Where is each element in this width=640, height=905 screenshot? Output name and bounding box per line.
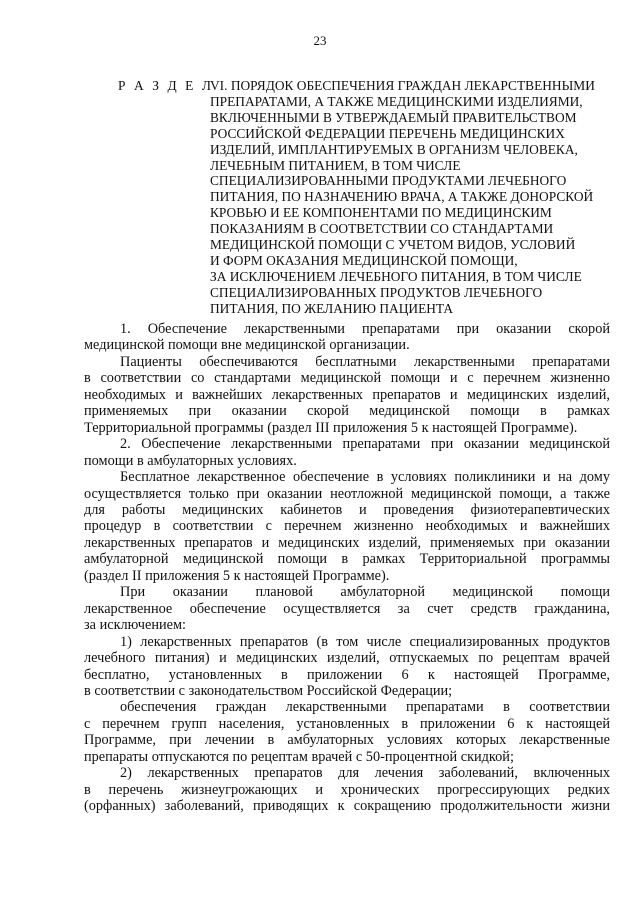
- paragraph: [84, 436, 610, 469]
- section-title-line: ЛЕЧЕБНЫМ ПИТАНИЕМ, В ТОМ ЧИСЛЕ: [210, 157, 461, 173]
- section-title-line: КРОВЬЮ И ЕЕ КОМПОНЕНТАМИ ПО МЕДИЦИНСКИМ: [210, 205, 552, 221]
- paragraph-line: в соответствии со стандартами медицинской помощи и с перечнем жизненно: [84, 370, 610, 387]
- paragraph-line: 1. Обеспечение лекарственными препаратами при оказании скорой: [120, 321, 610, 337]
- section-title-line: И ФОРМ ОКАЗАНИЯ МЕДИЦИНСКОЙ ПОМОЩИ,: [210, 252, 518, 268]
- paragraph-line: обеспечения граждан лекарственными препаратами в соответствии: [120, 699, 610, 716]
- section-heading: [118, 78, 618, 317]
- paragraph-line: 1) лекарственных препаратов (в том числе специализированных продуктов: [120, 633, 610, 650]
- paragraph-line: за исключением:: [84, 617, 186, 634]
- section-title-line: СПЕЦИАЛИЗИРОВАННЫМИ ПРОДУКТАМИ ЛЕЧЕБНОГО: [210, 173, 567, 189]
- paragraph-line: (орфанных) заболеваний, приводящих к сокращению продолжительности жизни: [84, 798, 610, 815]
- paragraph-line: процедур в соответствии с перечнем жизненно необходимых и важнейших: [84, 518, 610, 535]
- paragraph-line: медицинской помощи вне медицинской организации.: [84, 337, 410, 354]
- paragraph: [84, 584, 610, 633]
- paragraph-line: для работы медицинских кабинетов и проведения физиотерапевтических: [84, 501, 610, 518]
- paragraph-line: Бесплатное лекарственное обеспечение в условиях поликлиники и на дому: [120, 469, 610, 486]
- paragraph-line: амбулаторной медицинской помощи в рамках Территориальной программы: [84, 551, 610, 568]
- document-body: [84, 321, 610, 815]
- paragraph-line: применяемых при оказании скорой медицинской помощи в рамках: [84, 403, 610, 420]
- section-title-line: ПИТАНИЯ, ПО ЖЕЛАНИЮ ПАЦИЕНТА: [210, 300, 454, 316]
- section-title-line: ЗА ИСКЛЮЧЕНИЕМ ЛЕЧЕБНОГО ПИТАНИЯ, В ТОМ ЧИСЛЕ: [210, 268, 582, 284]
- section-title-line: МЕДИЦИНСКОЙ ПОМОЩИ С УЧЕТОМ ВИДОВ, УСЛОВИЙ: [210, 237, 576, 253]
- paragraph-line: При оказании плановой амбулаторной медицинской помощи: [120, 584, 610, 601]
- section-title-line: ПИТАНИЯ, ПО НАЗНАЧЕНИЮ ВРАЧА, А ТАКЖЕ ДОНОРСКОЙ: [210, 189, 594, 205]
- paragraph-line: лекарственных препаратов и медицинских изделий, применяемых при оказании: [84, 534, 610, 551]
- paragraph-line: лечебного питания) и медицинских изделий, отпускаемых по рецептам врачей: [84, 650, 610, 667]
- section-title-line: ПРЕПАРАТАМИ, А ТАКЖЕ МЕДИЦИНСКИМИ ИЗДЕЛИЯМИ,: [210, 93, 583, 109]
- paragraph-line: Пациенты обеспечиваются бесплатными лекарственными препаратами: [120, 353, 610, 370]
- page-number: 23: [313, 33, 327, 48]
- section-title-line: ПОКАЗАНИЯМ В СООТВЕТСТВИИ СО СТАНДАРТАМИ: [210, 221, 554, 237]
- section-title: [210, 78, 618, 317]
- paragraph: [84, 634, 610, 700]
- paragraph-line: 2) лекарственных препаратов для лечения заболеваний, включенных: [120, 765, 610, 782]
- paragraph-line: помощи в амбулаторных условиях.: [84, 452, 297, 469]
- paragraph-line: в перечень жизнеугрожающих и хронических прогрессирующих редких: [84, 781, 610, 798]
- paragraph-line: (раздел II приложения 5 к настоящей Программе).: [84, 567, 390, 584]
- paragraph: [84, 469, 610, 584]
- paragraph-line: с перечнем групп населения, установленных в приложении 6 к настоящей: [84, 715, 610, 732]
- paragraph-line: 2. Обеспечение лекарственными препаратами при оказании медицинской: [120, 436, 610, 453]
- section-title-line: РОССИЙСКОЙ ФЕДЕРАЦИИ ПЕРЕЧЕНЬ МЕДИЦИНСКИХ: [210, 125, 565, 141]
- section-title-line: СПЕЦИАЛИЗИРОВАННЫХ ПРОДУКТОВ ЛЕЧЕБНОГО: [210, 284, 543, 300]
- paragraph-line: лекарственное обеспечение осуществляется за счет средств гражданина,: [84, 600, 610, 617]
- section-title-line: ИЗДЕЛИЙ, ИМПЛАНТИРУЕМЫХ В ОРГАНИЗМ ЧЕЛОВЕКА,: [210, 141, 578, 157]
- paragraph: [84, 321, 610, 354]
- paragraph: [84, 699, 610, 765]
- paragraph-line: препараты отпускаются по рецептам врачей с 50-процентной скидкой;: [84, 748, 514, 765]
- paragraph-line: Территориальной программы (раздел III приложения 5 к настоящей Программе).: [84, 419, 578, 436]
- section-label: Р А З Д Е Л: [118, 78, 214, 93]
- paragraph-line: Программе, при лечении в амбулаторных условиях которых лекарственные: [84, 732, 610, 749]
- section-title-line: VI. ПОРЯДОК ОБЕСПЕЧЕНИЯ ГРАЖДАН ЛЕКАРСТВЕННЫМИ: [210, 78, 595, 93]
- paragraph-line: необходимых и важнейших лекарственных препаратов и медицинских изделий,: [84, 386, 610, 403]
- paragraph-line: осуществляется только при оказании неотложной медицинской помощи, а также: [84, 485, 610, 502]
- paragraph-line: бесплатно, установленных в приложении 6 к настоящей Программе,: [84, 666, 610, 683]
- paragraph: [84, 765, 610, 814]
- paragraph-line: в соответствии с законодательством Российской Федерации;: [84, 682, 453, 699]
- paragraph: [84, 354, 610, 436]
- section-title-line: ВКЛЮЧЕННЫМИ В УТВЕРЖДАЕМЫЙ ПРАВИТЕЛЬСТВОМ: [210, 109, 577, 125]
